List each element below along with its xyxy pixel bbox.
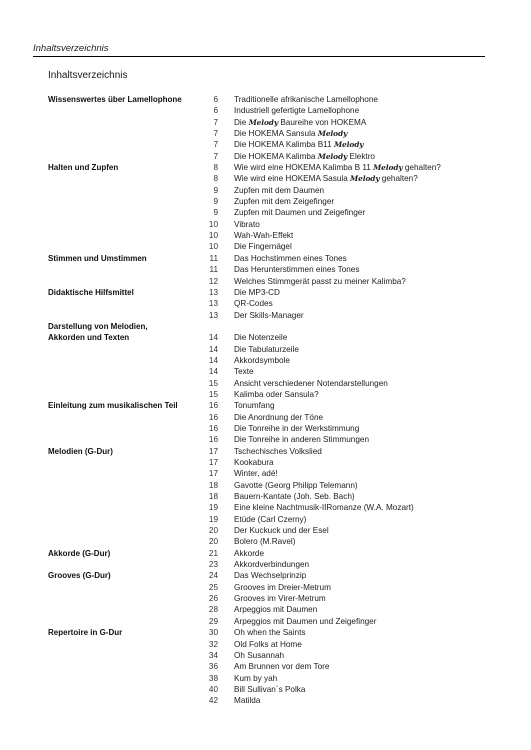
toc-entry-text: Eine kleine Nachtmusik-IIRomanze (W.A. Mozart) (234, 503, 414, 513)
toc-page-number: 9 (213, 185, 218, 195)
toc-entry-text: Die Tabulaturzeile (234, 344, 299, 354)
toc-entry-text: Traditionelle afrikanische Lamellophone (234, 95, 378, 104)
toc-page-number: 14 (208, 344, 218, 354)
toc-entry-title (234, 196, 334, 207)
toc-page-number: 10 (208, 219, 218, 229)
header-rule (33, 56, 485, 57)
toc-row (0, 400, 531, 411)
toc-page-number: 16 (208, 423, 218, 433)
toc-entry-text: Winter, adé! (234, 469, 278, 479)
toc-row (0, 264, 531, 275)
toc-row (0, 468, 531, 479)
toc-page-number: 7 (213, 129, 218, 139)
toc-entry-text: Oh Susannah (234, 650, 285, 660)
toc-entry-title (234, 253, 347, 264)
toc-page-number: 16 (208, 435, 218, 445)
toc-page-number: 28 (208, 605, 218, 615)
toc-row (0, 650, 531, 661)
toc-row (0, 616, 531, 627)
toc-page-number: 18 (208, 480, 218, 490)
toc-row (0, 94, 531, 105)
toc-row (0, 253, 531, 264)
toc-row (0, 230, 531, 241)
toc-row (0, 207, 531, 218)
toc-row (0, 582, 531, 593)
toc-page-number: 13 (208, 310, 218, 320)
toc-entry-title (234, 673, 277, 684)
toc-page-number: 25 (208, 582, 218, 592)
toc-row (0, 355, 531, 366)
toc-entry-title (234, 480, 358, 491)
toc-entry-title (234, 491, 355, 502)
toc-entry-text: Akkordverbindungen (234, 560, 310, 570)
toc-section-heading: Grooves (G-Dur) (48, 571, 111, 581)
toc-entry-title (234, 105, 359, 116)
toc-page-number: 16 (208, 401, 218, 411)
toc-entry-title (234, 616, 376, 627)
brand-name-melody: Melody (350, 174, 380, 184)
toc-entry-text: Akkordsymbole (234, 355, 290, 365)
toc-section-heading: Didaktische Hilfsmittel (48, 287, 134, 297)
toc-entry-title (234, 117, 366, 128)
toc-entry-text: Kum by yah (234, 673, 278, 683)
toc-page-number: 13 (208, 287, 218, 297)
toc-entry-text: Der Skills-Manager (234, 310, 304, 320)
toc-entry-title (234, 162, 441, 173)
toc-section-heading: Akkorden und Texten (48, 333, 130, 343)
toc-entry-title (234, 412, 323, 423)
toc-entry-title (234, 536, 295, 547)
toc-row (0, 139, 531, 150)
toc-entry-title (234, 173, 418, 184)
toc-row (0, 423, 531, 434)
toc-page-number: 36 (208, 662, 218, 672)
toc-row (0, 173, 531, 184)
brand-name-melody: Melody (317, 129, 348, 139)
toc-row (0, 514, 531, 525)
toc-entry-title (234, 151, 375, 162)
toc-page-number: 7 (213, 140, 218, 150)
toc-row (0, 378, 531, 389)
toc-entry-text: Zupfen mit dem Zeigefinger (234, 197, 335, 207)
toc-page-number: 15 (208, 389, 218, 399)
toc-row (0, 332, 531, 343)
toc-page-number: 21 (208, 548, 218, 558)
toc-page-number: 15 (208, 378, 218, 388)
toc-entry-text: Baureihe von HOKEMA (278, 117, 367, 127)
toc-row (0, 287, 531, 298)
toc-entry-title (234, 639, 302, 650)
toc-page-number: 9 (213, 208, 218, 218)
toc-page-number: 6 (213, 106, 218, 116)
toc-row (0, 593, 531, 604)
toc-page-number: 13 (208, 299, 218, 309)
toc-row (0, 434, 531, 445)
toc-entry-title (234, 570, 306, 581)
toc-section-heading: Repertoire in G-Dur (48, 628, 123, 638)
toc-row (0, 446, 531, 457)
toc-row (0, 162, 531, 173)
toc-row (0, 105, 531, 116)
toc-entry-title (234, 457, 274, 468)
toc-row (0, 389, 531, 400)
toc-entry-title (234, 366, 254, 377)
toc-page-number: 20 (208, 526, 218, 536)
toc-entry-text: Wie wird eine HOKEMA Sasula (234, 174, 351, 184)
toc-page-number: 9 (213, 197, 218, 207)
toc-row (0, 117, 531, 128)
toc-entry-text: Die (234, 117, 249, 127)
toc-entry-text: Grooves im Virer-Metrum (234, 594, 326, 604)
toc-entry-text: Welches Stimmgerät passt zu meiner Kalimba? (234, 276, 406, 286)
toc-entry-text: Am Brunnen vor dem Tore (234, 662, 330, 672)
toc-entry-title (234, 219, 260, 230)
toc-row (0, 219, 531, 230)
toc-section-heading: Stimmen und Umstimmen (48, 253, 147, 263)
toc-entry-text: Die Tonreihe in anderen Stimmungen (234, 435, 370, 445)
toc-entry-title (234, 230, 293, 241)
toc-row (0, 536, 531, 547)
toc-row (0, 457, 531, 468)
toc-entry-title (234, 661, 329, 672)
toc-page-number: 14 (208, 355, 218, 365)
toc-page-number: 29 (208, 616, 218, 626)
toc-entry-title (234, 684, 305, 695)
toc-entry-title (234, 695, 260, 706)
toc-entry-text: gehalten? (402, 163, 441, 173)
toc-entry-title (234, 310, 304, 321)
toc-page-number: 19 (208, 503, 218, 513)
toc-entry-title (234, 378, 388, 389)
toc-page-number: 30 (208, 628, 218, 638)
toc-entry-text: Die HOKEMA Sansula (234, 129, 318, 139)
toc-row (0, 673, 531, 684)
table-of-contents (0, 94, 531, 707)
toc-entry-title (234, 332, 287, 343)
toc-page-number: 17 (208, 469, 218, 479)
toc-entry-title (234, 514, 306, 525)
toc-page-number: 24 (208, 571, 218, 581)
toc-entry-title (234, 525, 329, 536)
toc-entry-title (234, 287, 280, 298)
running-header: Inhaltsverzeichnis (33, 43, 109, 54)
toc-page-number: 40 (208, 684, 218, 694)
toc-entry-title (234, 389, 319, 400)
toc-row (0, 491, 531, 502)
toc-entry-title (234, 604, 317, 615)
toc-entry-title (234, 434, 369, 445)
toc-entry-text: Zupfen mit Daumen und Zeigefinger (234, 208, 366, 218)
toc-section-heading: Darstellung von Melodien, (48, 321, 148, 331)
toc-page-number: 6 (213, 95, 218, 104)
toc-row (0, 480, 531, 491)
toc-entry-title (234, 276, 406, 287)
toc-page-number: 7 (213, 151, 218, 161)
toc-row (0, 321, 531, 332)
toc-entry-text: Old Folks at Home (234, 639, 302, 649)
toc-entry-title (234, 94, 378, 105)
toc-entry-text: Vibrato (234, 219, 260, 229)
toc-entry-text: Tschechisches Volkslied (234, 446, 322, 456)
toc-entry-text: Die HOKEMA Kalimba (234, 151, 318, 161)
toc-row (0, 684, 531, 695)
toc-entry-title (234, 241, 292, 252)
toc-page-number: 7 (213, 117, 218, 127)
toc-entry-text: Die Fingernägel (234, 242, 292, 252)
toc-section-heading: Einleitung zum musikalischen Teil (48, 401, 178, 411)
toc-page-number: 14 (208, 367, 218, 377)
toc-page-number: 11 (209, 265, 218, 275)
toc-row (0, 310, 531, 321)
toc-page-number: 16 (208, 412, 218, 422)
toc-section-heading: Wissenswertes über Lamellophone (48, 95, 182, 104)
brand-name-melody: Melody (333, 140, 364, 150)
page-title: Inhaltsverzeichnis (48, 70, 128, 81)
toc-page-number: 34 (208, 650, 218, 660)
toc-entry-text: Arpeggios mit Daumen (234, 605, 318, 615)
toc-page-number: 12 (208, 276, 218, 286)
toc-section-heading: Akkorde (G-Dur) (48, 548, 111, 558)
toc-row (0, 412, 531, 423)
toc-entry-title (234, 446, 322, 457)
toc-row (0, 298, 531, 309)
toc-row (0, 627, 531, 638)
toc-entry-text: QR-Codes (234, 299, 273, 309)
toc-entry-text: Das Wechselprinzip (234, 571, 307, 581)
toc-entry-title (234, 650, 284, 661)
toc-entry-text: Die Notenzeile (234, 333, 288, 343)
toc-row (0, 695, 531, 706)
toc-entry-title (234, 298, 273, 309)
toc-page-number: 26 (208, 594, 218, 604)
toc-row (0, 639, 531, 650)
toc-entry-title (234, 264, 359, 275)
toc-row (0, 276, 531, 287)
toc-entry-title (234, 627, 305, 638)
toc-entry-text: Tonumfang (234, 401, 275, 411)
toc-page-number: 38 (208, 673, 218, 683)
toc-row (0, 525, 531, 536)
brand-name-melody: Melody (248, 117, 279, 127)
toc-entry-text: Akkorde (234, 548, 265, 558)
toc-page-number: 20 (208, 537, 218, 547)
toc-page-number: 32 (208, 639, 218, 649)
toc-entry-title (234, 582, 331, 593)
toc-entry-text: Die MP3-CD (234, 287, 280, 297)
toc-entry-text: Matilda (234, 696, 261, 706)
toc-page-number: 19 (208, 514, 218, 524)
toc-entry-text: Etüde (Carl Czerny) (234, 514, 307, 524)
toc-entry-title (234, 593, 326, 604)
toc-entry-title (234, 400, 275, 411)
toc-entry-title (234, 207, 365, 218)
toc-entry-title (234, 355, 290, 366)
toc-entry-text: Gavotte (Georg Philipp Telemann) (234, 480, 358, 490)
toc-page-number: 8 (213, 163, 218, 173)
toc-entry-title (234, 468, 278, 479)
toc-entry-text: Grooves im Dreier-Metrum (234, 582, 331, 592)
toc-entry-text: Kookabura (234, 458, 274, 467)
toc-row (0, 151, 531, 162)
toc-entry-text: Bolero (M.Ravel) (234, 537, 296, 547)
toc-row (0, 661, 531, 672)
toc-entry-text: Zupfen mit dem Daumen (234, 185, 325, 195)
toc-page-number: 23 (208, 560, 218, 570)
toc-page-number: 42 (208, 696, 218, 706)
toc-page-number: 14 (208, 333, 218, 343)
toc-entry-text: Das Hochstimmen eines Tones (234, 253, 347, 263)
toc-entry-title (234, 559, 309, 570)
toc-entry-title (234, 548, 264, 559)
toc-entry-text: Die HOKEMA Kalimba B11 (234, 140, 334, 150)
toc-entry-text: Oh when the Saints (234, 628, 306, 638)
toc-entry-text: Kalimba oder Sansula? (234, 389, 319, 399)
toc-entry-text: Ansicht verschiedener Notendarstellungen (234, 378, 388, 388)
toc-row (0, 548, 531, 559)
toc-row (0, 185, 531, 196)
toc-row (0, 128, 531, 139)
toc-page-number: 17 (208, 446, 218, 456)
toc-entry-text: Wah-Wah-Effekt (234, 231, 294, 241)
toc-entry-text: Die Tonreihe in der Werkstimmung (234, 423, 360, 433)
toc-entry-text: Texte (234, 367, 254, 377)
toc-page-number: 8 (213, 174, 218, 184)
toc-entry-title (234, 185, 324, 196)
toc-section-heading: Halten und Zupfen (48, 163, 119, 173)
toc-row (0, 344, 531, 355)
toc-page-number: 11 (209, 253, 218, 263)
toc-entry-text: Das Herunterstimmen eines Tones (234, 265, 360, 275)
toc-entry-text: Bill Sullivan´s Polka (234, 684, 306, 694)
toc-entry-text: Bauern-Kantate (Joh. Seb. Bach) (234, 492, 355, 502)
brand-name-melody: Melody (317, 151, 348, 161)
toc-entry-title (234, 502, 414, 513)
toc-section-heading: Melodien (G-Dur) (48, 446, 113, 456)
toc-entry-text: Arpeggios mit Daumen und Zeigefinger (234, 616, 377, 626)
toc-page-number: 17 (208, 458, 218, 467)
toc-entry-text: Wie wird eine HOKEMA Kalimba B 11 (234, 163, 374, 173)
toc-entry-text: Die Anordnung der Töne (234, 412, 324, 422)
toc-row (0, 570, 531, 581)
toc-page-number: 10 (208, 231, 218, 241)
toc-page-number: 18 (208, 492, 218, 502)
toc-entry-title (234, 128, 347, 139)
toc-entry-text: Elektro (347, 151, 375, 161)
toc-row (0, 502, 531, 513)
toc-row (0, 366, 531, 377)
toc-page-number: 10 (208, 242, 218, 252)
toc-entry-text: Industriell gefertigte Lamellophone (234, 106, 360, 116)
toc-row (0, 604, 531, 615)
toc-row (0, 241, 531, 252)
toc-entry-text: Der Kuckuck und der Esel (234, 526, 329, 536)
toc-row (0, 559, 531, 570)
brand-name-melody: Melody (373, 163, 403, 173)
toc-entry-title (234, 423, 359, 434)
toc-entry-text: gehalten? (379, 174, 418, 184)
toc-entry-title (234, 139, 363, 150)
toc-entry-title (234, 344, 299, 355)
toc-row (0, 196, 531, 207)
